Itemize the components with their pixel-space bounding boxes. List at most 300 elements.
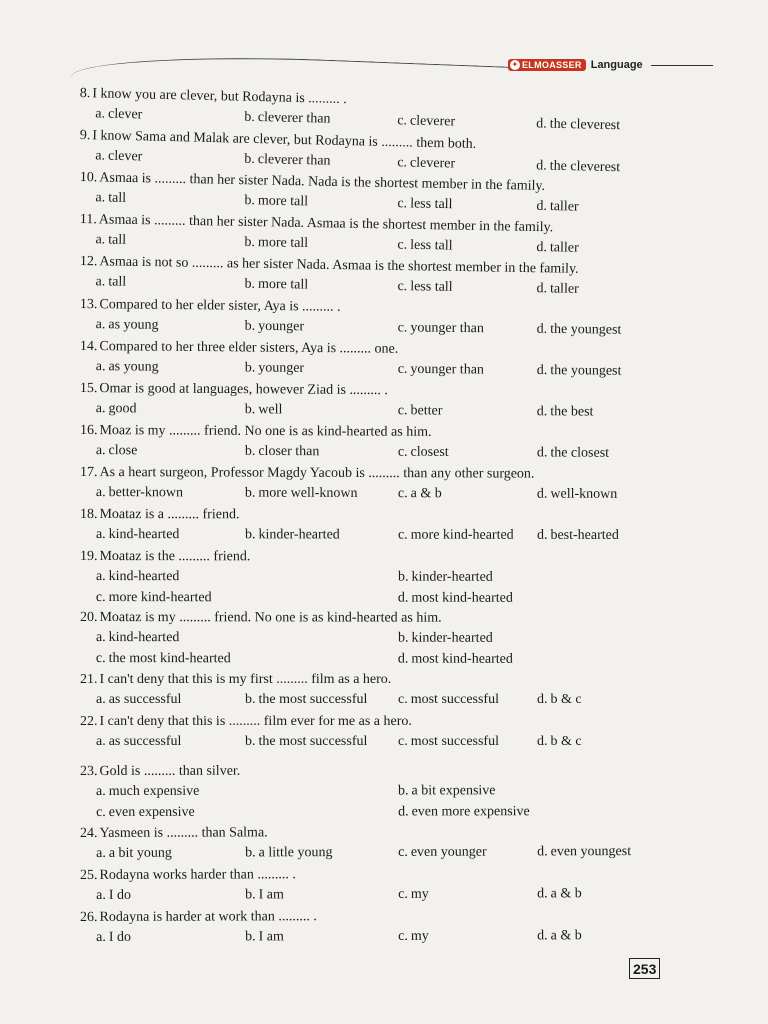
answer-option[interactable] xyxy=(96,846,172,862)
question-number: 13. xyxy=(79,297,98,313)
answer-option[interactable] xyxy=(398,403,443,419)
answer-option[interactable] xyxy=(245,692,367,708)
option-text: less tall xyxy=(409,196,453,213)
option-text: less tall xyxy=(410,237,453,254)
answer-option[interactable] xyxy=(537,528,619,544)
option-letter: a. xyxy=(95,317,106,333)
option-letter: d. xyxy=(536,486,548,502)
option-letter: b. xyxy=(244,109,256,125)
answer-option[interactable] xyxy=(398,570,493,586)
option-text: clever xyxy=(107,148,143,165)
option-text: kinder-hearted xyxy=(258,527,340,543)
question-stem xyxy=(80,381,388,399)
answer-option[interactable] xyxy=(96,569,179,585)
answer-option[interactable] xyxy=(398,631,493,647)
option-text: most successful xyxy=(410,734,499,749)
question-text: Compared to her three elder sisters, Aya is ......... one. xyxy=(99,339,399,357)
answer-option[interactable] xyxy=(96,692,181,708)
question-item xyxy=(0,610,768,667)
option-text: a little young xyxy=(258,845,333,861)
option-letter: c. xyxy=(398,928,408,944)
option-text: tall xyxy=(108,190,127,206)
option-text: younger than xyxy=(410,361,485,378)
answer-option[interactable] xyxy=(95,106,142,123)
option-text: my xyxy=(410,928,429,944)
question-number: 15. xyxy=(79,381,98,397)
question-stem xyxy=(80,339,399,358)
option-letter: a. xyxy=(95,274,106,290)
answer-option[interactable] xyxy=(536,158,620,176)
header-rule xyxy=(651,65,713,66)
option-text: most kind-hearted xyxy=(411,651,513,667)
option-text: the youngest xyxy=(550,321,622,338)
question-stem xyxy=(80,672,391,688)
answer-option[interactable] xyxy=(398,528,514,544)
question-stem xyxy=(80,714,412,730)
question-stem xyxy=(80,86,347,108)
option-letter: a. xyxy=(96,887,106,903)
page-number: 253 xyxy=(629,958,660,979)
question-number: 14. xyxy=(79,339,98,355)
option-text: closer than xyxy=(258,443,320,460)
answer-option[interactable] xyxy=(96,784,199,800)
answer-option[interactable] xyxy=(397,113,455,130)
option-text: the most kind-hearted xyxy=(108,651,231,667)
option-text: the closest xyxy=(550,445,610,461)
option-text: I do xyxy=(108,887,132,903)
question-number: 24. xyxy=(80,825,98,841)
answer-option[interactable] xyxy=(536,116,620,134)
question-number: 22. xyxy=(80,714,98,729)
option-letter: d. xyxy=(536,445,548,461)
option-letter: b. xyxy=(245,845,256,861)
answer-option[interactable] xyxy=(397,279,452,296)
question-text: I know you are clever, but Rodayna is ......... . xyxy=(92,86,347,108)
option-letter: d. xyxy=(398,804,409,820)
option-letter: c. xyxy=(398,692,408,707)
option-text: well-known xyxy=(550,486,618,502)
option-letter: a. xyxy=(95,485,106,501)
option-text: I am xyxy=(258,887,284,903)
option-text: the cleverest xyxy=(549,116,621,134)
question-number: 21. xyxy=(80,672,98,687)
option-letter: b. xyxy=(244,234,256,251)
option-text: better xyxy=(410,403,443,419)
question-item xyxy=(0,507,768,550)
option-text: more kind-hearted xyxy=(410,527,514,543)
option-letter: b. xyxy=(244,402,256,418)
answer-option[interactable] xyxy=(96,590,212,606)
option-letter: b. xyxy=(245,692,256,707)
option-letter: b. xyxy=(244,318,256,334)
answer-option[interactable] xyxy=(398,804,530,820)
answer-option[interactable] xyxy=(398,692,499,708)
option-text: as young xyxy=(108,317,159,333)
question-stem xyxy=(80,465,535,483)
option-letter: b. xyxy=(244,527,256,543)
option-text: my xyxy=(410,886,429,902)
answer-option[interactable] xyxy=(398,320,484,337)
answer-option[interactable] xyxy=(537,322,622,339)
option-text: even youngest xyxy=(550,844,632,860)
answer-option[interactable] xyxy=(537,363,622,380)
question-text: Rodayna is harder at work than ......... . xyxy=(99,909,317,925)
option-letter: a. xyxy=(96,929,106,945)
option-text: taller xyxy=(549,199,579,215)
question-text: Asmaa is ......... than her sister Nada. Asmaa is the shortest member in the family. xyxy=(98,212,554,236)
option-letter: c. xyxy=(397,403,408,419)
option-text: kinder-hearted xyxy=(411,630,493,646)
option-text: I do xyxy=(108,929,132,945)
option-text: younger xyxy=(258,360,305,376)
question-text: Rodayna works harder than ......... . xyxy=(99,867,296,883)
option-text: I am xyxy=(258,929,284,945)
option-letter: c. xyxy=(398,734,408,749)
question-number: 11. xyxy=(79,212,97,228)
answer-option[interactable] xyxy=(244,277,308,294)
option-letter: a. xyxy=(96,845,106,861)
option-letter: c. xyxy=(397,320,408,336)
option-text: tall xyxy=(108,274,127,290)
option-text: more tall xyxy=(257,193,309,210)
answer-option[interactable] xyxy=(398,486,442,502)
option-text: the most successful xyxy=(258,734,368,749)
option-letter: a. xyxy=(95,148,106,164)
answer-option[interactable] xyxy=(398,734,499,750)
answer-option[interactable] xyxy=(244,110,331,128)
question-item xyxy=(0,866,768,911)
answer-option[interactable] xyxy=(536,240,579,257)
option-text: the best xyxy=(550,404,594,420)
option-text: tall xyxy=(108,232,127,248)
question-item xyxy=(0,908,768,953)
brand-logo-icon: ✦ xyxy=(511,60,519,69)
answer-option[interactable] xyxy=(245,734,367,750)
option-letter: a. xyxy=(95,106,106,122)
option-text: younger xyxy=(258,318,305,335)
question-stem xyxy=(80,297,341,316)
option-text: much expensive xyxy=(108,783,200,799)
question-text: I know Sama and Malak are clever, but Rodayna is ......... them both. xyxy=(92,128,477,152)
question-text: I can't deny that this is my first ......... film as a hero. xyxy=(99,672,392,687)
question-item xyxy=(0,714,768,756)
answer-option[interactable] xyxy=(245,845,332,861)
answer-option[interactable] xyxy=(245,929,284,945)
option-letter: b. xyxy=(244,443,256,459)
option-letter: a. xyxy=(95,232,106,248)
option-letter: c. xyxy=(96,804,106,820)
question-text: Omar is good at languages, however Ziad is ......... . xyxy=(99,381,388,399)
option-letter: b. xyxy=(244,276,256,292)
answer-option[interactable] xyxy=(96,443,138,459)
question-stem xyxy=(80,423,432,441)
option-text: as successful xyxy=(108,692,182,707)
answer-option[interactable] xyxy=(244,193,308,210)
answer-option[interactable] xyxy=(96,805,195,821)
option-letter: c. xyxy=(397,113,408,129)
option-text: the most successful xyxy=(258,692,368,707)
answer-option[interactable] xyxy=(397,238,452,255)
option-text: more tall xyxy=(257,276,309,293)
option-text: even younger xyxy=(410,844,487,860)
option-letter: b. xyxy=(245,734,256,749)
option-text: cleverer xyxy=(409,155,456,172)
option-text: as young xyxy=(108,359,159,375)
option-letter: c. xyxy=(397,196,408,212)
option-letter: a. xyxy=(95,569,106,585)
option-letter: c. xyxy=(95,590,106,606)
question-item xyxy=(0,423,768,469)
answer-option[interactable] xyxy=(398,783,496,799)
option-text: a & b xyxy=(410,486,442,502)
option-text: a & b xyxy=(550,928,582,944)
answer-option[interactable] xyxy=(397,196,452,213)
question-item xyxy=(0,824,768,869)
brand-name: ELMOASSER xyxy=(522,60,582,70)
option-letter: c. xyxy=(397,444,408,460)
answer-option[interactable] xyxy=(397,155,455,172)
option-text: kinder-hearted xyxy=(411,569,493,585)
option-letter: d. xyxy=(397,651,409,667)
option-letter: d. xyxy=(536,239,548,256)
answer-option[interactable] xyxy=(537,692,582,708)
answer-option[interactable] xyxy=(96,401,137,417)
option-letter: c. xyxy=(397,237,408,253)
section-title: Language xyxy=(590,59,643,71)
option-letter: d. xyxy=(537,928,548,944)
option-text: kind-hearted xyxy=(108,630,180,646)
question-text: Asmaa is not so ......... as her sister Nada. Asmaa is the shortest member in the family. xyxy=(99,254,579,277)
option-letter: a. xyxy=(96,692,106,707)
option-text: a & b xyxy=(550,886,582,902)
option-letter: d. xyxy=(536,362,548,379)
answer-option[interactable] xyxy=(537,886,582,902)
answer-option[interactable] xyxy=(537,734,582,750)
option-letter: d. xyxy=(536,527,548,543)
answer-option[interactable] xyxy=(96,930,131,946)
option-text: as successful xyxy=(108,734,182,749)
option-letter: c. xyxy=(397,155,408,171)
answer-option[interactable] xyxy=(398,445,449,461)
option-text: b & c xyxy=(550,734,582,749)
option-text: younger than xyxy=(410,320,484,337)
page-header xyxy=(508,57,713,73)
option-text: kind-hearted xyxy=(108,569,180,585)
option-letter: b. xyxy=(397,630,409,646)
question-number: 25. xyxy=(80,867,98,883)
question-number: 8. xyxy=(79,86,91,102)
answer-option[interactable] xyxy=(398,929,429,945)
question-text: Gold is ......... than silver. xyxy=(99,763,241,779)
question-text: Moataz is my ......... friend. No one is as kind-hearted as him. xyxy=(99,610,442,626)
option-letter: d. xyxy=(537,886,548,902)
question-text: Moataz is the ......... friend. xyxy=(99,549,251,565)
answer-option[interactable] xyxy=(398,845,487,861)
option-letter: c. xyxy=(397,278,408,295)
question-item xyxy=(0,763,768,820)
question-stem xyxy=(80,764,240,780)
option-letter: a. xyxy=(96,783,106,799)
question-stem xyxy=(80,549,250,565)
answer-option[interactable] xyxy=(245,360,305,377)
option-text: well xyxy=(258,402,283,418)
option-text: the youngest xyxy=(550,363,622,379)
question-text: Moataz is a ......... friend. xyxy=(99,507,240,523)
answer-option[interactable] xyxy=(537,404,594,420)
option-letter: d. xyxy=(537,692,548,707)
answer-option[interactable] xyxy=(96,630,179,646)
question-number: 9. xyxy=(79,128,91,144)
question-number: 19. xyxy=(79,549,98,565)
answer-option[interactable] xyxy=(96,527,179,543)
answer-option[interactable] xyxy=(398,652,513,668)
answer-option[interactable] xyxy=(398,362,484,379)
question-stem xyxy=(80,867,296,884)
answer-option[interactable] xyxy=(95,148,142,165)
answer-option[interactable] xyxy=(245,319,305,336)
option-text: best-hearted xyxy=(550,527,619,543)
option-letter: a. xyxy=(95,359,106,375)
question-text: Compared to her elder sister, Aya is ......... . xyxy=(99,297,341,315)
option-text: most kind-hearted xyxy=(411,590,513,606)
question-item xyxy=(0,465,768,510)
option-text: better-known xyxy=(108,485,184,501)
question-stem xyxy=(80,507,239,523)
option-letter: d. xyxy=(536,321,548,337)
option-text: cleverer xyxy=(409,113,456,130)
option-letter: d. xyxy=(536,158,547,174)
answer-option[interactable] xyxy=(245,887,284,903)
question-stem xyxy=(80,825,268,842)
answer-option[interactable] xyxy=(95,232,126,249)
question-item xyxy=(0,672,768,714)
answer-option[interactable] xyxy=(537,844,631,860)
question-text: Moaz is my ......... friend. No one is as kind-hearted as him. xyxy=(99,423,432,440)
option-letter: d. xyxy=(536,198,548,214)
answer-option[interactable] xyxy=(537,928,582,944)
answer-option[interactable] xyxy=(96,485,183,501)
option-text: less tall xyxy=(410,279,453,295)
option-text: good xyxy=(108,401,137,417)
option-letter: d. xyxy=(536,404,548,420)
option-letter: b. xyxy=(244,360,256,376)
question-text: Asmaa is ......... than her sister Nada. Nada is the shortest member in the family. xyxy=(99,170,546,194)
option-text: cleverer than xyxy=(257,152,331,169)
question-stem xyxy=(80,610,442,627)
option-letter: b. xyxy=(244,193,256,209)
option-letter: d. xyxy=(537,734,548,749)
option-text: a bit young xyxy=(108,845,172,861)
option-text: b & c xyxy=(550,692,582,707)
answer-option[interactable] xyxy=(96,317,159,334)
option-text: closest xyxy=(410,444,449,460)
option-text: more kind-hearted xyxy=(108,590,212,606)
option-letter: c. xyxy=(397,486,408,502)
option-letter: d. xyxy=(536,116,547,132)
question-number: 16. xyxy=(79,423,98,439)
question-item xyxy=(0,338,768,387)
answer-option[interactable] xyxy=(245,527,340,543)
question-text: As a heart surgeon, Professor Magdy Yacoub is ......... than any other surgeon. xyxy=(99,465,535,482)
answer-option[interactable] xyxy=(96,888,131,904)
option-text: taller xyxy=(549,240,579,256)
option-letter: c. xyxy=(398,886,408,902)
answer-option[interactable] xyxy=(536,199,579,216)
option-text: clever xyxy=(107,106,143,123)
question-number: 23. xyxy=(80,763,98,779)
option-letter: a. xyxy=(95,190,106,206)
option-text: close xyxy=(108,443,138,459)
answer-option[interactable] xyxy=(96,359,159,376)
answer-option[interactable] xyxy=(537,487,617,503)
answer-option[interactable] xyxy=(245,486,358,502)
option-letter: d. xyxy=(536,281,548,297)
question-number: 18. xyxy=(79,507,98,523)
option-letter: c. xyxy=(398,844,408,860)
option-text: more tall xyxy=(257,235,309,251)
answer-option[interactable] xyxy=(95,274,126,290)
option-text: the cleverest xyxy=(549,158,621,176)
option-letter: b. xyxy=(245,887,256,903)
option-letter: b. xyxy=(244,485,256,501)
option-letter: d. xyxy=(397,590,409,606)
question-number: 26. xyxy=(80,909,98,925)
answer-option[interactable] xyxy=(96,651,231,667)
option-letter: c. xyxy=(397,527,408,543)
option-text: taller xyxy=(549,281,579,297)
question-text: Yasmeen is ......... than Salma. xyxy=(99,825,268,841)
option-letter: a. xyxy=(95,401,106,417)
question-number: 20. xyxy=(79,610,98,626)
option-letter: b. xyxy=(244,151,256,167)
option-letter: b. xyxy=(398,783,409,799)
answer-option[interactable] xyxy=(245,402,283,418)
option-letter: a. xyxy=(95,443,106,459)
option-letter: c. xyxy=(95,651,106,667)
option-text: most successful xyxy=(410,692,499,707)
option-text: even more expensive xyxy=(411,804,530,820)
answer-option[interactable] xyxy=(537,445,609,461)
answer-option[interactable] xyxy=(398,591,513,607)
question-number: 12. xyxy=(79,254,98,270)
option-text: a bit expensive xyxy=(411,783,496,799)
answer-option[interactable] xyxy=(96,734,181,750)
question-stem xyxy=(80,909,317,926)
question-text: I can't deny that this is ......... film ever for me as a hero. xyxy=(99,714,412,729)
answer-option[interactable] xyxy=(536,281,579,298)
answer-option[interactable] xyxy=(245,444,320,460)
brand-logo xyxy=(508,59,586,71)
option-text: even expensive xyxy=(108,804,195,820)
question-number: 17. xyxy=(79,465,98,481)
question-item xyxy=(0,380,768,427)
option-text: more well-known xyxy=(258,485,358,501)
answer-option[interactable] xyxy=(244,152,331,170)
question-item xyxy=(0,549,768,606)
answer-option[interactable] xyxy=(95,190,126,207)
option-letter: a. xyxy=(95,527,106,543)
option-letter: a. xyxy=(96,734,106,749)
option-text: cleverer than xyxy=(257,110,331,127)
option-letter: b. xyxy=(245,929,256,945)
question-number: 10. xyxy=(79,170,98,186)
answer-option[interactable] xyxy=(398,887,429,903)
option-letter: c. xyxy=(397,361,408,377)
answer-option[interactable] xyxy=(244,235,308,252)
option-letter: a. xyxy=(95,630,106,646)
option-text: kind-hearted xyxy=(108,527,180,543)
option-letter: d. xyxy=(537,844,548,860)
